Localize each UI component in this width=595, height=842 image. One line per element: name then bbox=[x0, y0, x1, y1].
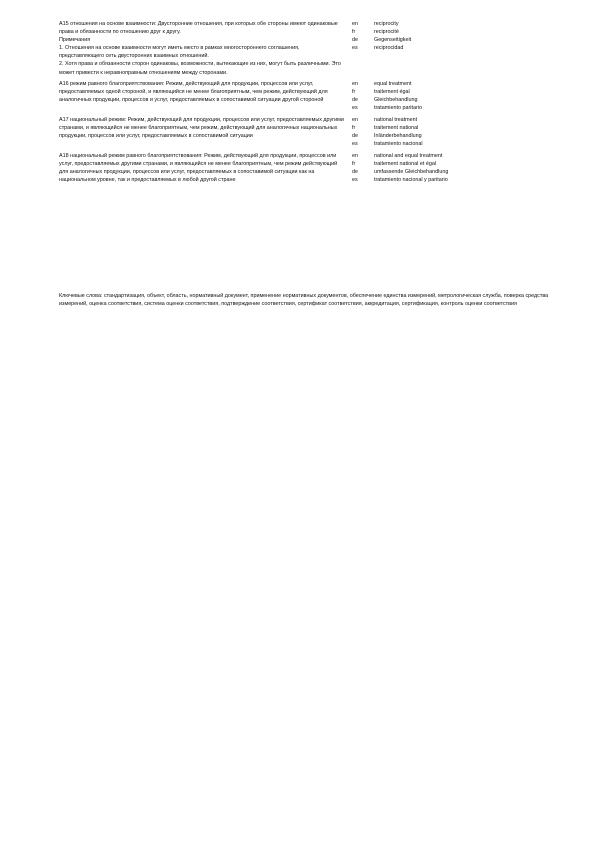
term-entry-a16 bbox=[59, 80, 529, 112]
entry-definition bbox=[59, 20, 345, 77]
notes-heading: Примечания bbox=[59, 37, 91, 44]
lang-code: de bbox=[352, 169, 358, 176]
language-codes bbox=[352, 20, 374, 77]
term-translation: umfassende Gleichbehandlung bbox=[374, 169, 449, 176]
keywords-paragraph: Ключевые слова: стандартизация, объект, область, нормативный документ, применение нормативных документов, обеспечение единства измерений, метрологическая служба, поверка средства измерений, оценка соответствия, система оценки соответствия, подтверждение соответствия, сертификат соответствия, аккредитация, сертификация, контроль оценки соответствия bbox=[59, 293, 549, 308]
term-translation: tratamiento nacional y paritario bbox=[374, 177, 448, 184]
lang-code: de bbox=[352, 97, 358, 104]
term-translation: national treatment bbox=[374, 117, 418, 124]
term-translation: Inländerbehandlung bbox=[374, 133, 422, 140]
term-translations bbox=[374, 20, 524, 77]
entry-definition bbox=[59, 80, 345, 112]
note-paragraph: 2. Хотя права и обязанности сторон одинаковы, возможности, вытекающие из них, могут быть различными. Это может привести к неравноправным отношениям между сторонами. bbox=[59, 61, 341, 76]
entry-definition bbox=[59, 152, 345, 184]
lang-code: es bbox=[352, 105, 358, 112]
term-translations bbox=[374, 80, 524, 112]
entry-definition bbox=[59, 116, 345, 148]
lang-code: fr bbox=[352, 161, 356, 167]
lang-code: de bbox=[352, 133, 358, 140]
term-translations bbox=[374, 116, 524, 148]
lang-code: es bbox=[352, 141, 358, 148]
definition-paragraph: A16 режим равного благоприятствования: Режим, действующий для продукции, процессов или услуг, предоставляемых одной стороной, и являющийся не менее благоприятным, чем режим, действующий для аналогичных продукции, процессов и услуг, предоставляемых в сопоставимой ситуации другой стороной bbox=[59, 81, 328, 104]
lang-code: de bbox=[352, 37, 358, 44]
term-entry-a18 bbox=[59, 152, 529, 184]
lang-code: en bbox=[352, 21, 358, 27]
term-translation: Gegenseitigkeit bbox=[374, 37, 412, 44]
definition-paragraph: A17 национальный режим: Режим, действующий для продукции, процессов или услуг, предоставляемых другими странами, и являющийся не менее благоприятным, чем режим, действующий для аналогичных национальных продукции, процессов или услуг, предоставляемых в сопоставимой ситуации bbox=[59, 117, 344, 140]
term-translation: reciprocidad bbox=[374, 45, 404, 52]
term-translation: equal treatment bbox=[374, 81, 412, 88]
definition-paragraph: A18 национальный режим равного благоприятствования: Режим, действующий для продукции, процессов или услуг, предоставляемых другими странами, и являющийся не менее благоприятным, чем режим действующий для аналогичных продукции, процессов или услуг, предоставляемых в сопоставимой ситуации как на национальном уровне, так и предоставляемых в любой другой стране bbox=[59, 152, 338, 184]
term-entries bbox=[59, 20, 529, 188]
term-translation: reciprocity bbox=[374, 21, 399, 27]
lang-code: es bbox=[352, 45, 358, 52]
term-translation: tratamiento paritario bbox=[374, 105, 422, 112]
term-entry-a15 bbox=[59, 20, 529, 77]
term-translation: reciprocité bbox=[374, 29, 399, 36]
term-translation: Gleichbehandlung bbox=[374, 97, 418, 104]
definition-paragraph: A15 отношения на основе взаимности: Двусторонние отношения, при которых обе стороны имеют одинаковые права и обязанности по отношению друг к другу. bbox=[59, 21, 338, 36]
term-translation: tratamiento nacional bbox=[374, 141, 423, 148]
lang-code: es bbox=[352, 177, 358, 184]
term-translation: traitement égal bbox=[374, 89, 410, 96]
term-translation: national and equal treatment bbox=[374, 152, 443, 159]
term-translation: traitement national bbox=[374, 125, 419, 132]
lang-code: fr bbox=[352, 89, 356, 96]
language-codes bbox=[352, 116, 374, 148]
term-translations bbox=[374, 152, 524, 184]
language-codes bbox=[352, 80, 374, 112]
language-codes bbox=[352, 152, 374, 184]
note-paragraph: 1. Отношения на основе взаимности могут иметь место в рамках многостороннего соглашения, представляющего сеть двусторонних взаимных отношений. bbox=[59, 45, 300, 60]
lang-code: fr bbox=[352, 125, 356, 132]
lang-code: en bbox=[352, 117, 358, 124]
lang-code: en bbox=[352, 152, 358, 159]
term-translation: traitement national et égal bbox=[374, 161, 437, 167]
lang-code: en bbox=[352, 81, 358, 88]
lang-code: fr bbox=[352, 29, 356, 36]
term-entry-a17 bbox=[59, 116, 529, 148]
